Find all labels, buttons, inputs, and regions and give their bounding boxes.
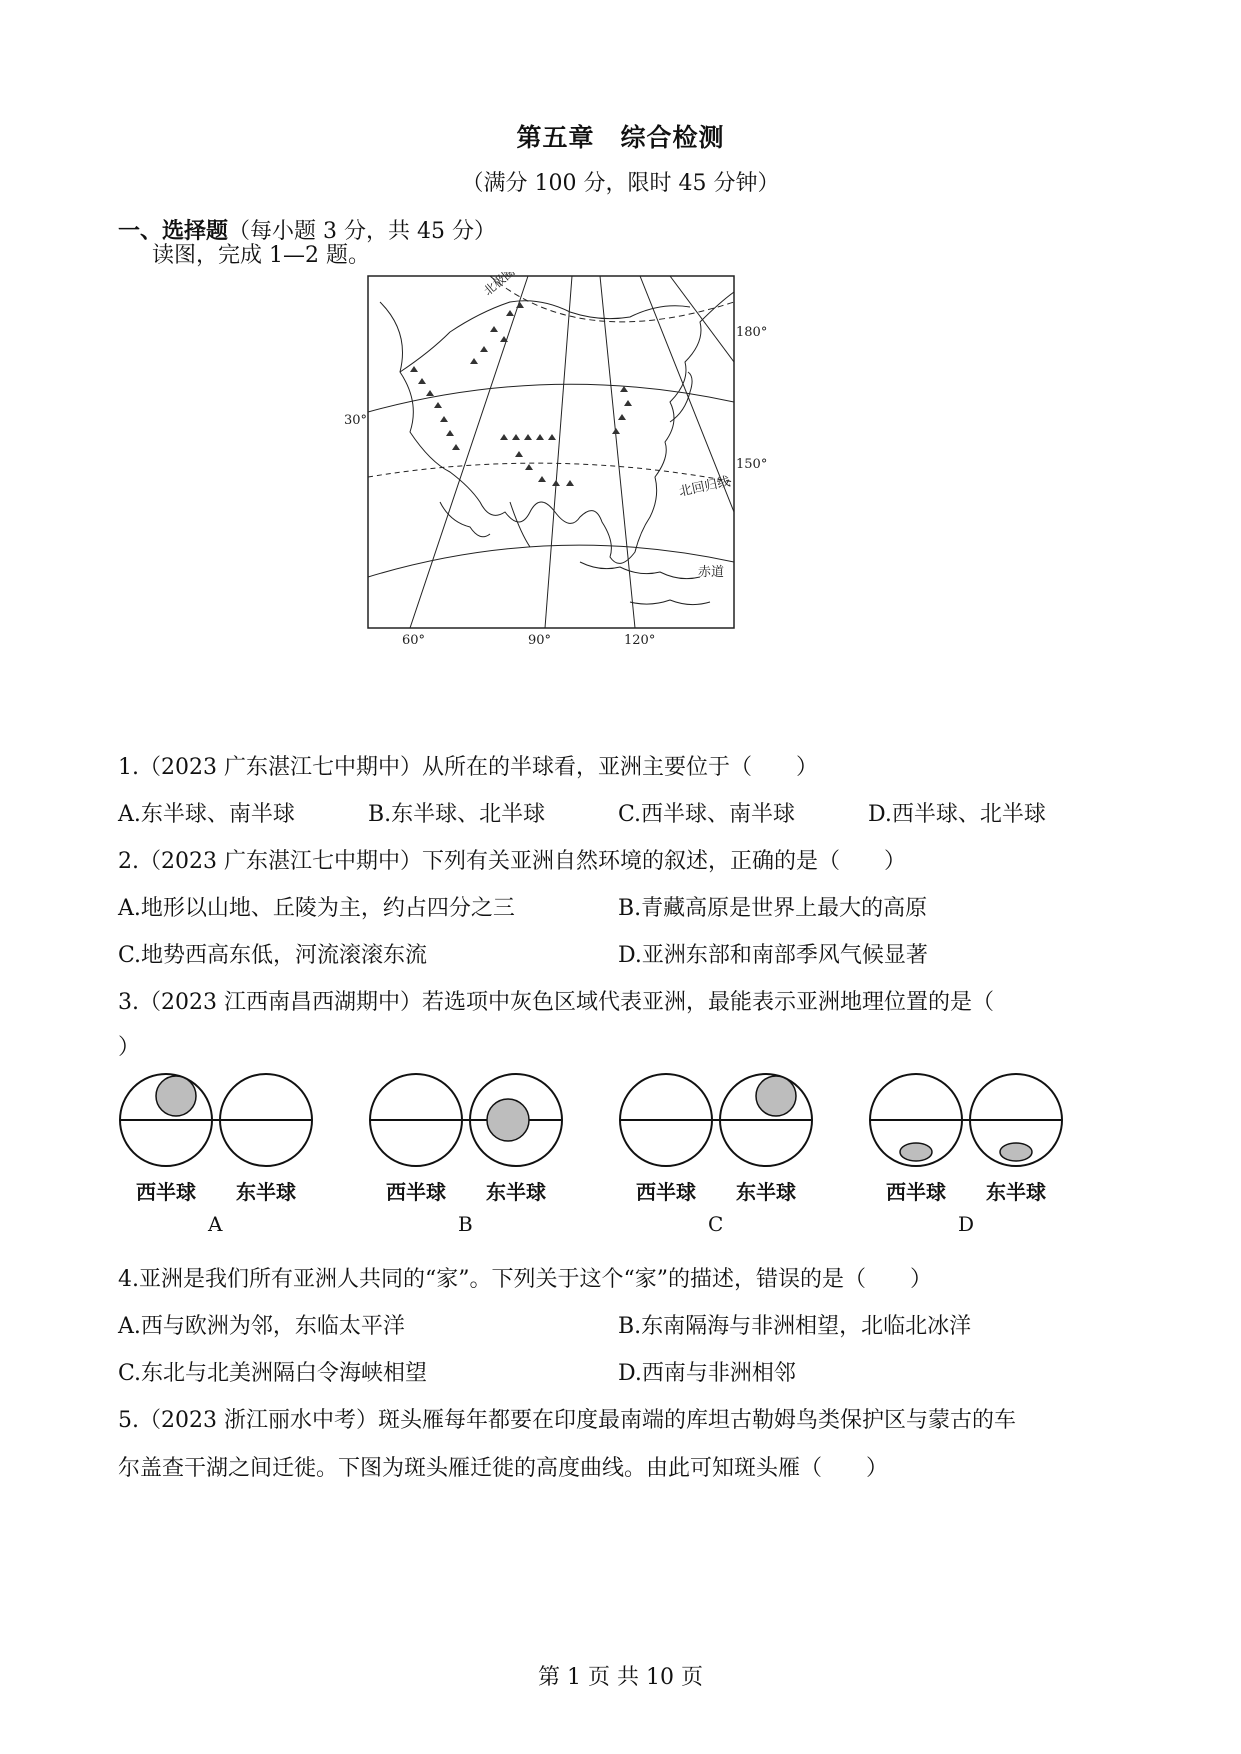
figure-a-left-label: 西半球 <box>136 1180 196 1204</box>
figure-a-letter[interactable]: A <box>208 1212 223 1236</box>
figure-c-letter[interactable]: C <box>708 1212 724 1236</box>
question-4-stem: 4.亚洲是我们所有亚洲人共同的“家”。下列关于这个“家”的描述，错误的是（ ） <box>118 1267 932 1292</box>
figure-a-globes[interactable] <box>118 1072 328 1172</box>
q4-option-b[interactable]: B.东南隔海与非洲相望，北临北冰洋 <box>618 1314 972 1339</box>
figure-c-right-label: 东半球 <box>736 1180 796 1204</box>
asia-region-b <box>487 1099 529 1141</box>
q2-option-b[interactable]: B.青藏高原是世界上最大的高原 <box>618 896 928 921</box>
q1-option-c[interactable]: C.西半球、南半球 <box>618 802 796 827</box>
figure-b-right-label: 东半球 <box>486 1180 546 1204</box>
q3-figures <box>118 1072 1118 1242</box>
lat-30-label: 30° <box>344 413 368 428</box>
q2-option-c[interactable]: C.地势西高东低，河流滚滚东流 <box>118 943 428 968</box>
q4-option-c[interactable]: C.东北与北美洲隔白令海峡相望 <box>118 1361 428 1386</box>
asia-region-a <box>156 1076 196 1116</box>
figure-c-globes[interactable] <box>618 1072 828 1172</box>
q1-option-d[interactable]: D.西半球、北半球 <box>868 802 1046 827</box>
q2-option-a[interactable]: A.地形以山地、丘陵为主，约占四分之三 <box>118 896 515 921</box>
figure-d-letter[interactable]: D <box>958 1212 975 1236</box>
q2-option-d[interactable]: D.亚洲东部和南部季风气候显著 <box>618 943 928 968</box>
figure-d-globes[interactable] <box>868 1072 1078 1172</box>
q4-option-d[interactable]: D.西南与非洲相邻 <box>618 1361 796 1386</box>
figure-b-globes[interactable] <box>368 1072 578 1172</box>
q4-option-a[interactable]: A.西与欧洲为邻，东临太平洋 <box>118 1314 405 1339</box>
lon-90-label: 90° <box>528 633 552 648</box>
figure-c-left-label: 西半球 <box>636 1180 696 1204</box>
tropic-label: 北回归线 <box>677 474 732 500</box>
asia-map-drawing <box>340 272 800 662</box>
section-note: （每小题 3 分，共 45 分） <box>228 219 496 244</box>
figure-b-left-label: 西半球 <box>386 1180 446 1204</box>
question-3-stem-cont: ） <box>118 1035 141 1060</box>
map-frame <box>368 276 734 628</box>
asia-region-c <box>756 1076 796 1116</box>
page-number: 第 1 页 共 10 页 <box>538 1665 703 1690</box>
exam-info: （满分 100 分，限时 45 分钟） <box>461 171 780 196</box>
lon-60-label: 60° <box>402 633 426 648</box>
asia-region-d-left <box>900 1143 932 1161</box>
question-1-stem: 1.（2023 广东湛江七中期中）从所在的半球看，亚洲主要位于（ ） <box>118 755 818 780</box>
equator-label: 赤道 <box>698 565 725 580</box>
arctic-circle-label: 北极圈 <box>480 272 518 299</box>
page-title: 第五章 综合检测 <box>516 123 725 152</box>
figure-b-letter[interactable]: B <box>458 1212 473 1236</box>
figure-d-right-label: 东半球 <box>986 1180 1046 1204</box>
lon-120-label: 120° <box>624 633 656 648</box>
question-5-stem: 5.（2023 浙江丽水中考）斑头雁每年都要在印度最南端的库坦古勒姆鸟类保护区与蒙古的车 <box>118 1408 1016 1433</box>
question-3-stem: 3.（2023 江西南昌西湖期中）若选项中灰色区域代表亚洲，最能表示亚洲地理位置的是（ <box>118 990 994 1015</box>
figure-d-left-label: 西半球 <box>886 1180 946 1204</box>
question-2-stem: 2.（2023 广东湛江七中期中）下列有关亚洲自然环境的叙述，正确的是（ ） <box>118 849 906 874</box>
lon-150-label: 150° <box>736 457 768 472</box>
question-5-stem-cont: 尔盖查干湖之间迁徙。下图为斑头雁迁徙的高度曲线。由此可知斑头雁（ ） <box>118 1456 889 1481</box>
asia-region-d-right <box>1000 1143 1032 1161</box>
figure-a-right-label: 东半球 <box>236 1180 296 1204</box>
q1-option-a[interactable]: A.东半球、南半球 <box>118 802 295 827</box>
q1-option-b[interactable]: B.东半球、北半球 <box>368 802 546 827</box>
lon-180-label: 180° <box>736 325 768 340</box>
figure-intro: 读图，完成 1—2 题。 <box>152 243 370 268</box>
asia-map <box>340 272 800 662</box>
section-title: 一、选择题 <box>118 218 229 244</box>
